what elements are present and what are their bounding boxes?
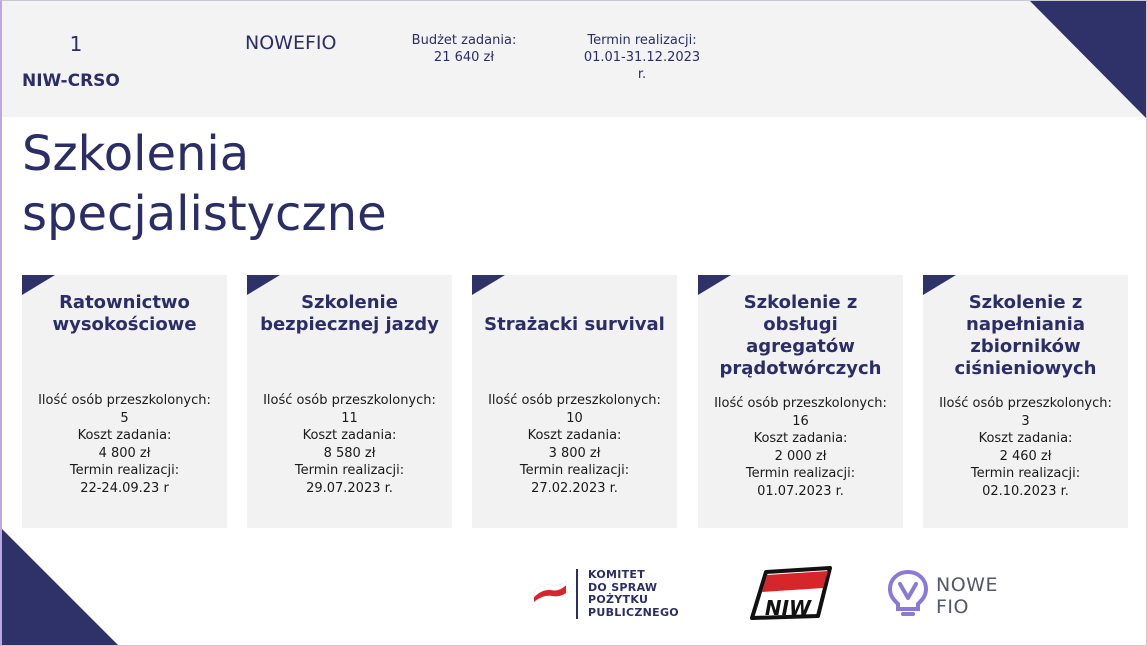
card-details xyxy=(698,395,903,500)
term-value: 22-24.09.23 r xyxy=(80,480,169,496)
term-block xyxy=(578,32,706,83)
people-label: Ilość osób przeszkolonych: xyxy=(714,396,887,411)
cost-label: Koszt zadania: xyxy=(978,431,1073,446)
people-value: 5 xyxy=(120,410,129,426)
cost-label: Koszt zadania: xyxy=(527,428,622,443)
budget-label: Budżet zadania: xyxy=(411,33,517,48)
budget-block xyxy=(402,32,526,66)
card-title xyxy=(247,292,452,336)
card-title-line: Szkolenie xyxy=(301,292,398,313)
nowe-fio-text xyxy=(936,574,998,618)
polish-flag-icon xyxy=(532,581,568,603)
training-card xyxy=(472,275,677,528)
term-label: Termin realizacji: xyxy=(519,463,630,478)
card-title xyxy=(923,292,1128,380)
page-title xyxy=(22,124,387,244)
header-band xyxy=(2,1,1145,117)
term-value: 29.07.2023 r. xyxy=(306,480,393,496)
people-label: Ilość osób przeszkolonych: xyxy=(488,393,661,408)
term-label: Termin realizacji: xyxy=(294,463,405,478)
niw-logo xyxy=(748,566,834,622)
page-title-line-1: Szkolenia xyxy=(22,126,250,182)
card-details xyxy=(923,395,1128,500)
budget-value: 21 640 zł xyxy=(433,50,495,65)
niw-flag-icon xyxy=(748,566,834,622)
card-corner-triangle xyxy=(472,275,505,295)
program-name: NOWEFIO xyxy=(245,32,337,54)
training-card xyxy=(698,275,903,528)
nowe-fio-line: NOWE xyxy=(936,574,998,596)
term-value: 01.07.2023 r. xyxy=(757,483,844,499)
cost-label: Koszt zadania: xyxy=(753,431,848,446)
niw-text: NIW xyxy=(764,596,812,620)
nowe-fio-line: FIO xyxy=(936,596,969,618)
card-details xyxy=(247,392,452,497)
page-title-line-2: specjalistyczne xyxy=(22,186,387,242)
corner-triangle-bottom-left xyxy=(2,529,118,645)
people-label: Ilość osób przeszkolonych: xyxy=(38,393,211,408)
card-title xyxy=(698,292,903,380)
card-title-line: zbiorników xyxy=(970,336,1081,357)
term-value: 02.10.2023 r. xyxy=(982,483,1069,499)
cost-value: 2 000 zł xyxy=(774,448,827,464)
komitet-text xyxy=(588,569,679,619)
organization-code: NIW-CRSO xyxy=(22,71,120,91)
card-details xyxy=(472,392,677,497)
card-title-line: Ratownictwo xyxy=(59,292,190,313)
training-card xyxy=(22,275,227,528)
people-value: 11 xyxy=(341,410,358,426)
komitet-divider xyxy=(576,569,578,619)
task-number: 1 xyxy=(69,32,83,56)
card-title-line: ciśnieniowych xyxy=(954,358,1097,379)
term-value: 27.02.2023 r. xyxy=(531,480,618,496)
card-title xyxy=(472,314,677,336)
people-value: 10 xyxy=(566,410,583,426)
komitet-logo xyxy=(530,567,690,621)
people-value: 3 xyxy=(1021,413,1030,429)
komitet-line: KOMITET xyxy=(588,568,646,581)
card-title-line: napełniania xyxy=(966,314,1085,335)
training-card xyxy=(923,275,1128,528)
cost-value: 2 460 zł xyxy=(999,448,1052,464)
card-title xyxy=(22,292,227,336)
training-card xyxy=(247,275,452,528)
cost-value: 8 580 zł xyxy=(323,445,376,461)
card-title-line: prądotwórczych xyxy=(719,358,882,379)
term-value: 01.01-31.12.2023 r. xyxy=(583,50,701,82)
cost-value: 4 800 zł xyxy=(98,445,151,461)
komitet-line: PUBLICZNEGO xyxy=(588,605,679,619)
card-title-line: wysokościowe xyxy=(52,314,197,335)
card-title-line: Strażacki survival xyxy=(484,314,665,335)
people-label: Ilość osób przeszkolonych: xyxy=(939,396,1112,411)
nowe-fio-logo xyxy=(886,566,1016,622)
card-title-line: Szkolenie z xyxy=(968,292,1083,313)
card-title-line: obsługi xyxy=(763,314,838,335)
cost-label: Koszt zadania: xyxy=(302,428,397,443)
term-label: Termin realizacji: xyxy=(587,33,697,48)
cost-value: 3 800 zł xyxy=(548,445,601,461)
komitet-line: DO SPRAW xyxy=(588,580,658,594)
card-title-line: bezpiecznej jazdy xyxy=(260,314,439,335)
corner-triangle-top-right xyxy=(1030,1,1146,118)
people-label: Ilość osób przeszkolonych: xyxy=(263,393,436,408)
lightbulb-icon xyxy=(886,568,930,618)
card-title-line: agregatów xyxy=(746,336,855,357)
komitet-line: POŻYTKU xyxy=(588,593,649,606)
people-value: 16 xyxy=(792,413,809,429)
term-label: Termin realizacji: xyxy=(745,466,856,481)
term-label: Termin realizacji: xyxy=(69,463,180,478)
card-title-line: Szkolenie z xyxy=(743,292,858,313)
cost-label: Koszt zadania: xyxy=(77,428,172,443)
term-label: Termin realizacji: xyxy=(970,466,1081,481)
card-details xyxy=(22,392,227,497)
